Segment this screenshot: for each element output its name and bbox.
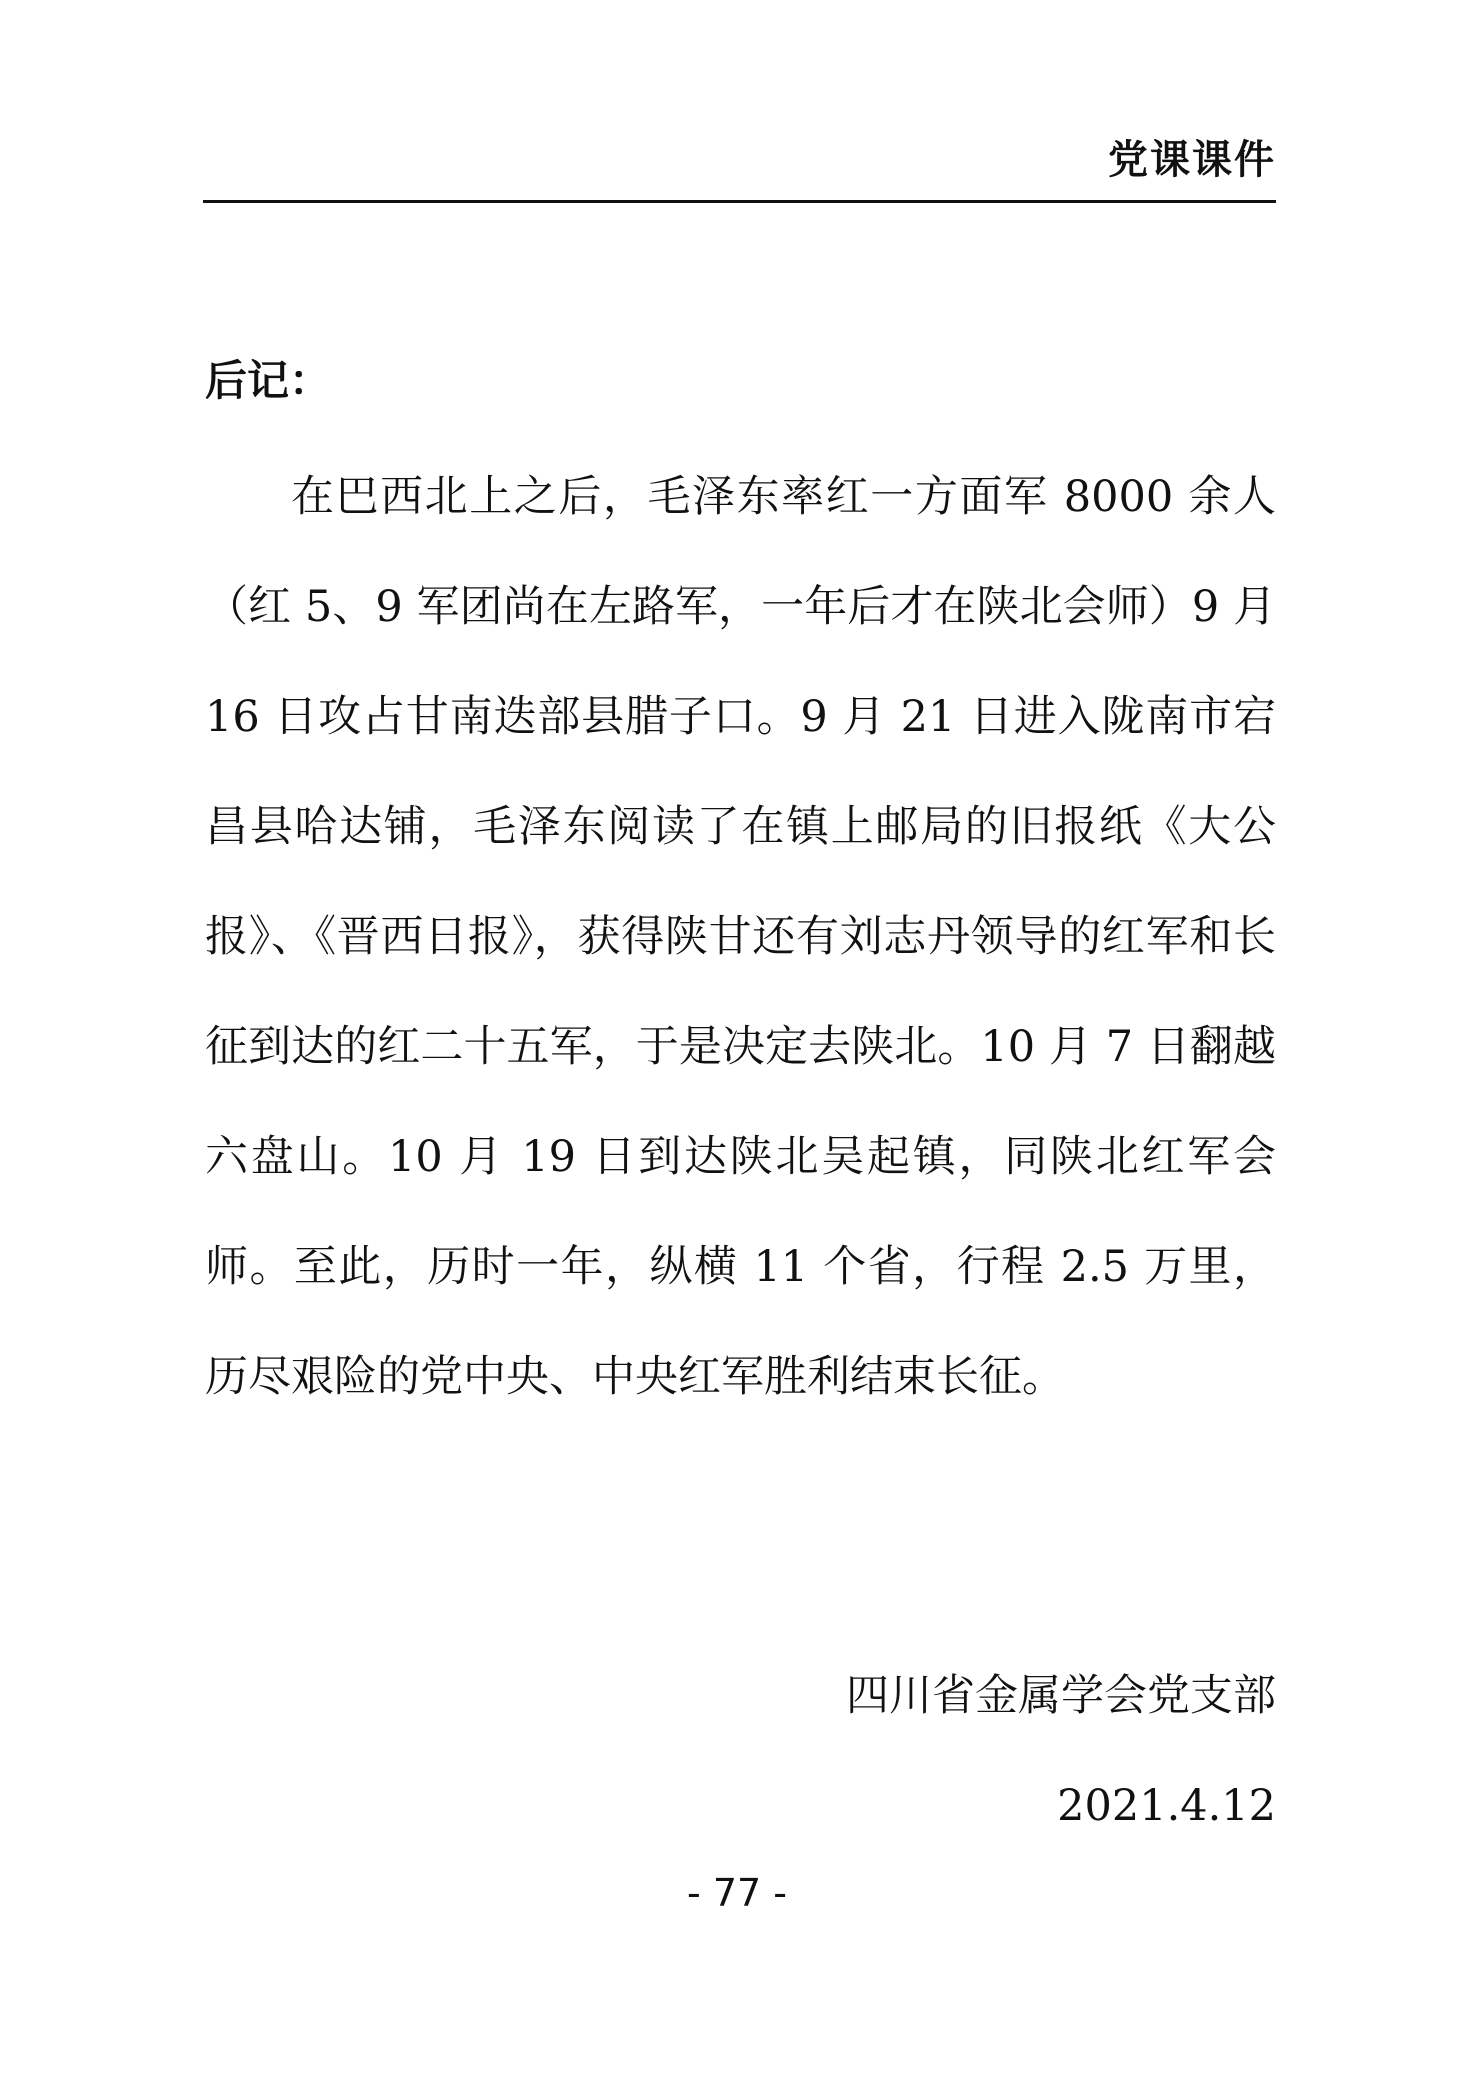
- page-number: - 77 -: [687, 1871, 787, 1915]
- signature-organization: 四川省金属学会党支部: [846, 1671, 1276, 1721]
- header-divider: [203, 200, 1276, 203]
- body-paragraph: 在巴西北上之后，毛泽东率红一方面军 8000 余人（红 5、9 军团尚在左路军，一年后才在陕北会师）9 月 16 日攻占甘南迭部县腊子口。9 月 21 日进入陇南市宕昌县哈达铺，毛泽东阅读了在镇上邮局的旧报纸《大公报》、《晋西日报》，获得陕甘还有刘志丹领导的红军和长征到达的红二十五军，于是决定去陕北。10 月 7 日翻越六盘山。10 月 19 日到达陕北吴起镇，同陕北红军会师。至此，历时一年，纵横 11 个省，行程 2.5 万里，历尽艰险的党中央、中央红军胜利结束长征。: [205, 472, 1276, 1402]
- section-heading: 后记：: [205, 356, 332, 405]
- signature-date: 2021.4.12: [1057, 1781, 1276, 1831]
- document-body: [205, 356, 1276, 1432]
- header-title: 党课课件: [1108, 137, 1276, 183]
